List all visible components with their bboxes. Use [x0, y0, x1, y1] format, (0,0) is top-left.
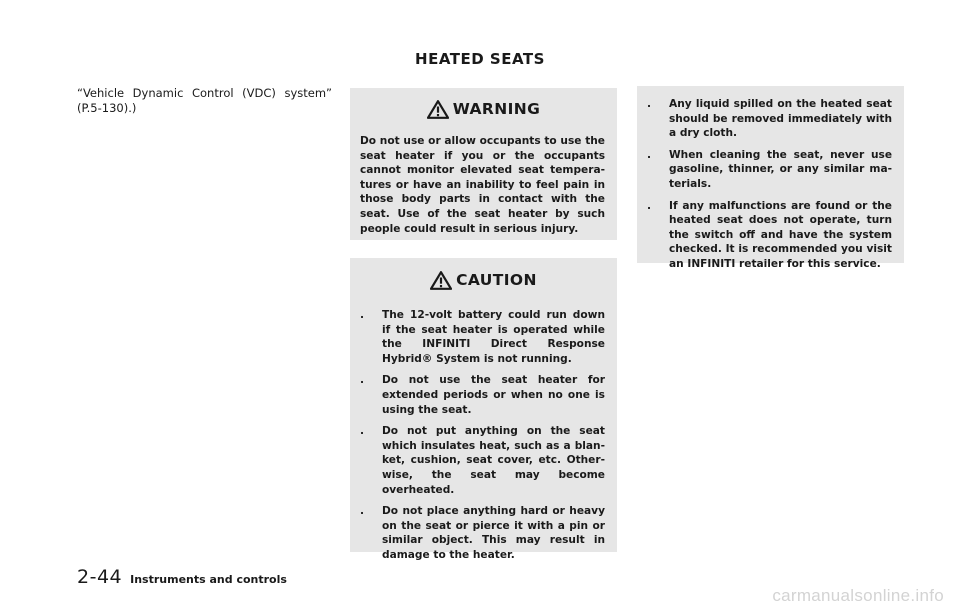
bullet: .: [360, 505, 365, 518]
column-1-text: “Vehicle Dynamic Control (VDC) system” (P.5-130).): [77, 86, 332, 115]
caution-item: [360, 308, 605, 366]
caution-item: [360, 504, 605, 562]
warning-box: [350, 88, 617, 240]
warning-triangle-icon: [430, 271, 452, 290]
caution-item: [360, 424, 605, 497]
warning-body: Do not use or allow occupants to use the seat heater if you or the occupants cannot monitor elevated seat tempera- tures or have an inability to feel pain in those body parts in contact with the seat. Use of the seat heater by such people could result in serious injury.: [360, 135, 605, 235]
caution-item-text: Do not use the seat heater for extended periods or when no one is using the seat.: [382, 374, 605, 416]
caution-item: [360, 373, 605, 417]
caution-title: CAUTION: [456, 270, 537, 289]
column-3-item: [647, 148, 892, 192]
column-3-item: [647, 97, 892, 141]
caution-item-text: Do not place anything hard or heavy on the seat or pierce it with a pin or similar object. This may result in damage to the heater.: [382, 505, 605, 561]
bullet: .: [360, 309, 365, 321]
watermark: carmanualsonline.info: [772, 586, 944, 605]
bullet: .: [360, 425, 365, 438]
section-title: HEATED SEATS: [415, 50, 545, 68]
caution-header: [350, 266, 617, 294]
column-3-item-text: If any malfunctions are found or the heated seat does not operate, turn the switch off and have the system checked. It is recommended you visit an INFINITI retailer for this service.: [669, 199, 892, 270]
column-3-item-text: When cleaning the seat, never use gasoline, thinner, or any similar ma- terials.: [669, 148, 892, 190]
footer-section-label: Instruments and controls: [130, 573, 287, 586]
page-footer: [77, 566, 287, 588]
column-3-item-text: Any liquid spilled on the heated seat should be removed immediately with a dry cloth.: [669, 98, 892, 140]
caution-item-text: Do not put anything on the seat which insulates heat, such as a blan- ket, cushion, seat cover, etc. Other- wise, the seat may become overheated.: [382, 425, 605, 496]
warning-title: WARNING: [452, 99, 541, 118]
warning-triangle-icon: [427, 100, 449, 119]
column-3-item: [647, 199, 892, 272]
bullet: .: [647, 148, 652, 161]
bullet: .: [647, 199, 652, 212]
caution-item-text: The 12-volt battery could run down if the seat heater is operated while the INFINITI Direct Response Hybrid® System is not running.: [382, 309, 605, 365]
column-3-box: [637, 86, 904, 270]
caution-box: [350, 258, 617, 561]
page-number: 2-44: [77, 566, 123, 588]
bullet: .: [360, 374, 365, 387]
bullet: .: [647, 98, 652, 110]
warning-header: [350, 95, 617, 123]
